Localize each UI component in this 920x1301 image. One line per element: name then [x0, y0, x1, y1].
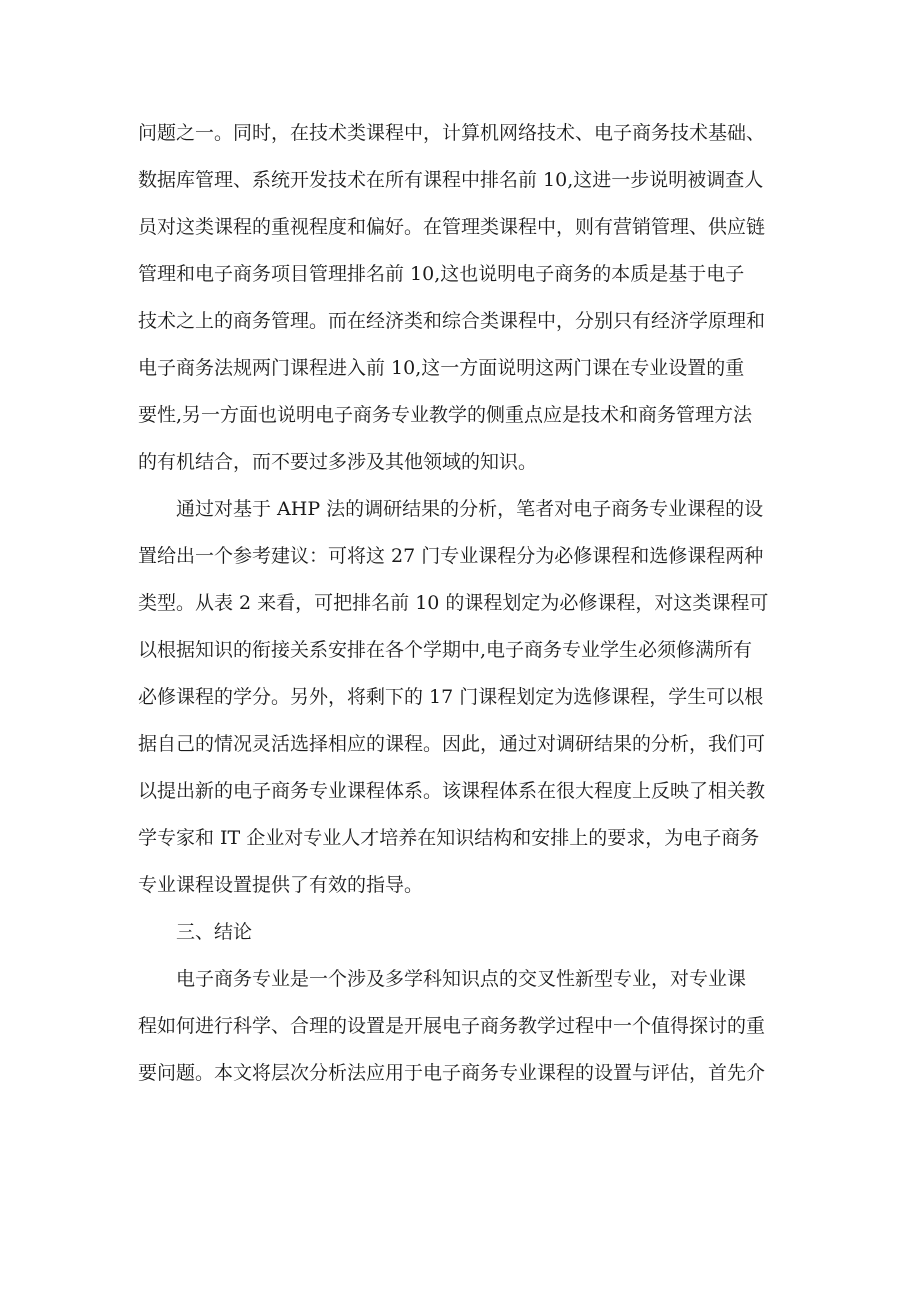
text-line: 专业课程设置提供了有效的指导。	[138, 874, 424, 896]
section-heading-conclusion	[138, 909, 798, 956]
text-line: 据自己的情况灵活选择相应的课程。因此，通过对调研结果的分析，我们可	[138, 733, 766, 755]
text-line: 电子商务专业是一个涉及多学科知识点的交叉性新型专业，对专业课	[176, 968, 747, 990]
text-line: 必修课程的学分。另外，将剩下的 17 门课程划定为选修课程，学生可以根	[138, 686, 764, 708]
document-body	[138, 110, 798, 1097]
paragraph-conclusion	[138, 956, 798, 1097]
text-line: 管理和电子商务项目管理排名前 10,这也说明电子商务的本质是基于电子	[138, 263, 745, 285]
text-line: 要问题。本文将层次分析法应用于电子商务专业课程的设置与评估，首先介	[138, 1062, 766, 1084]
text-line: 问题之一。同时，在技术类课程中，计算机网络技术、电子商务技术基础、	[138, 122, 766, 144]
text-line: 的有机结合，而不要过多涉及其他领域的知识。	[138, 451, 538, 473]
text-line: 员对这类课程的重视程度和偏好。在管理类课程中，则有营销管理、供应链	[138, 216, 766, 238]
text-line: 电子商务法规两门课程进入前 10,这一方面说明这两门课在专业设置的重	[138, 357, 745, 379]
text-line: 以提出新的电子商务专业课程体系。该课程体系在很大程度上反映了相关教	[138, 780, 766, 802]
text-line: 类型。从表 2 来看，可把排名前 10 的课程划定为必修课程，对这类课程可	[138, 592, 769, 614]
paragraph-recommendation	[138, 486, 798, 909]
text-line: 要性,另一方面也说明电子商务专业教学的侧重点应是技术和商务管理方法	[138, 404, 753, 426]
paragraph-course-ranking	[138, 110, 798, 486]
section-heading: 三、结论	[176, 921, 253, 943]
text-line: 学专家和 IT 企业对专业人才培养在知识结构和安排上的要求，为电子商务	[138, 827, 760, 849]
text-line: 数据库管理、系统开发技术在所有课程中排名前 10,这进一步说明被调查人	[138, 169, 764, 191]
text-line: 程如何进行科学、合理的设置是开展电子商务教学过程中一个值得探讨的重	[138, 1015, 766, 1037]
text-line: 技术之上的商务管理。而在经济类和综合类课程中，分别只有经济学原理和	[138, 310, 766, 332]
text-line: 置给出一个参考建议：可将这 27 门专业课程分为必修课程和选修课程两种	[138, 545, 764, 567]
text-line: 以根据知识的衔接关系安排在各个学期中,电子商务专业学生必须修满所有	[138, 639, 753, 661]
text-line: 通过对基于 AHP 法的调研结果的分析，笔者对电子商务专业课程的设	[176, 498, 764, 520]
